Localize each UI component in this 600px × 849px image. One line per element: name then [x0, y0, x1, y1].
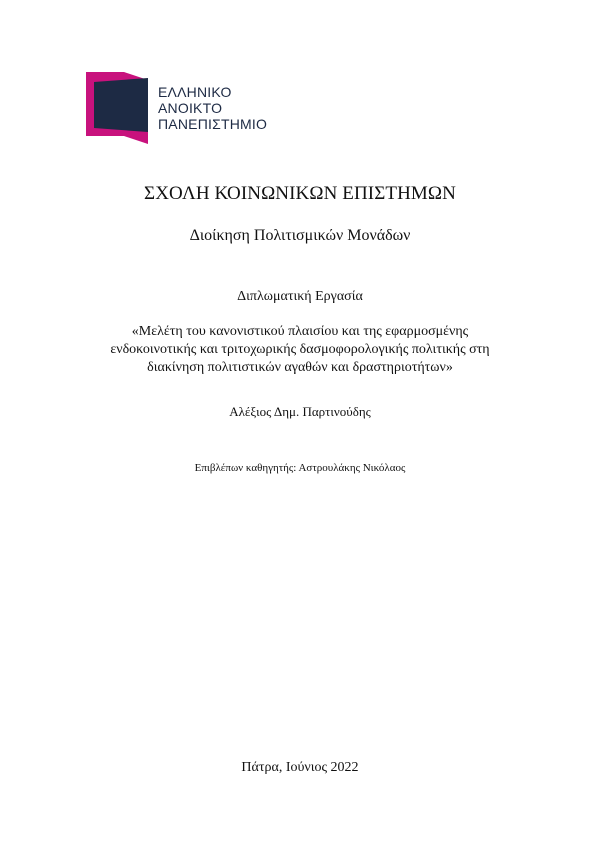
supervisor: Επιβλέπων καθηγητής: Αστρουλάκης Νικόλαος	[194, 462, 406, 474]
thesis-title-line-2: ενδοκοινοτικής και τριτοχωρικής δασμοφορολογικής πολιτικής στη	[110, 342, 490, 357]
thesis-title-line-3: διακίνηση πολιτιστικών αγαθών και δραστηριοτήτων»	[147, 360, 453, 375]
logo-line-1: ΕΛΛΗΝΙΚΟ	[158, 84, 232, 100]
author-name: Αλέξιος Δημ. Παρτινούδης	[229, 404, 371, 419]
university-logo	[86, 72, 286, 144]
university-logo-icon	[86, 72, 156, 144]
program-name: Διοίκηση Πολιτισμικών Μονάδων	[189, 227, 411, 244]
school-name: ΣΧΟΛΗ ΚΟΙΝΩΝΙΚΩΝ ΕΠΙΣΤΗΜΩΝ	[144, 183, 456, 204]
logo-line-3: ΠΑΝΕΠΙΣΤΗΜΙΟ	[158, 116, 268, 132]
thesis-type: Διπλωματική Εργασία	[237, 289, 363, 304]
university-logo-text	[158, 84, 267, 132]
logo-line-2: ΑΝΟΙΚΤΟ	[158, 100, 223, 116]
thesis-title-line-1: «Μελέτη του κανονιστικού πλαισίου και της εφαρμοσμένης	[131, 324, 469, 339]
place-date: Πάτρα, Ιούνιος 2022	[241, 760, 359, 775]
thesis-title	[50, 323, 550, 377]
